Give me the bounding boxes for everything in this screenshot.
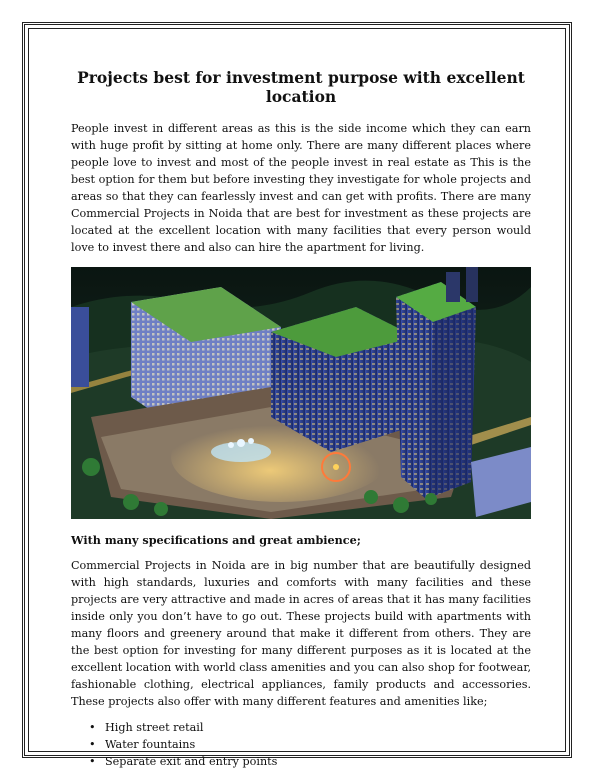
list-item [89, 736, 531, 753]
bullet-icon: • [89, 738, 96, 751]
bullet-icon: • [89, 755, 96, 768]
amenity-label: Separate exit and entry points [105, 755, 278, 768]
amenities-list [71, 719, 531, 770]
list-item [89, 719, 531, 736]
document-body [71, 68, 531, 770]
amenity-label: Water fountains [105, 738, 196, 751]
intro-paragraph: People invest in different areas as this is the side income which they can earn with huge profit by sitting at home only. There are many different places where people love to invest and most of the people invest in real estate as This is the best option for them but before investing they investigate for whole projects and areas so that they can fearlessly invest and can get with profits. There are many Commercial Projects in Noida that are best for investment as these projects are located at the excellent location with many facilities that every person would love to invest there and also can hire the apartment for living. [71, 122, 531, 254]
section-paragraph: Commercial Projects in Noida are in big number that are beautifully designed with high standards, luxuries and comforts with many facilities and these projects are very attractive and made in acres of areas that it has many facilities inside only you don’t have to go out. These projects build with apartments with many floors and greenery around that make it different from others. They are the best option for investing for many different purposes as it is located at the excellent location with world class amenities and you can also shop for footwear, fashionable clothing, electrical appliances, family products and accessories. These projects also offer with many different features and amenities like; [71, 559, 531, 708]
amenity-label: High street retail [105, 721, 204, 734]
document-title: Projects best for investment purpose with excellent location [77, 68, 525, 106]
list-item [89, 753, 531, 770]
bullet-icon: • [89, 721, 96, 734]
project-aerial-image [71, 267, 531, 519]
section-heading: With many specifications and great ambience; [71, 533, 361, 547]
